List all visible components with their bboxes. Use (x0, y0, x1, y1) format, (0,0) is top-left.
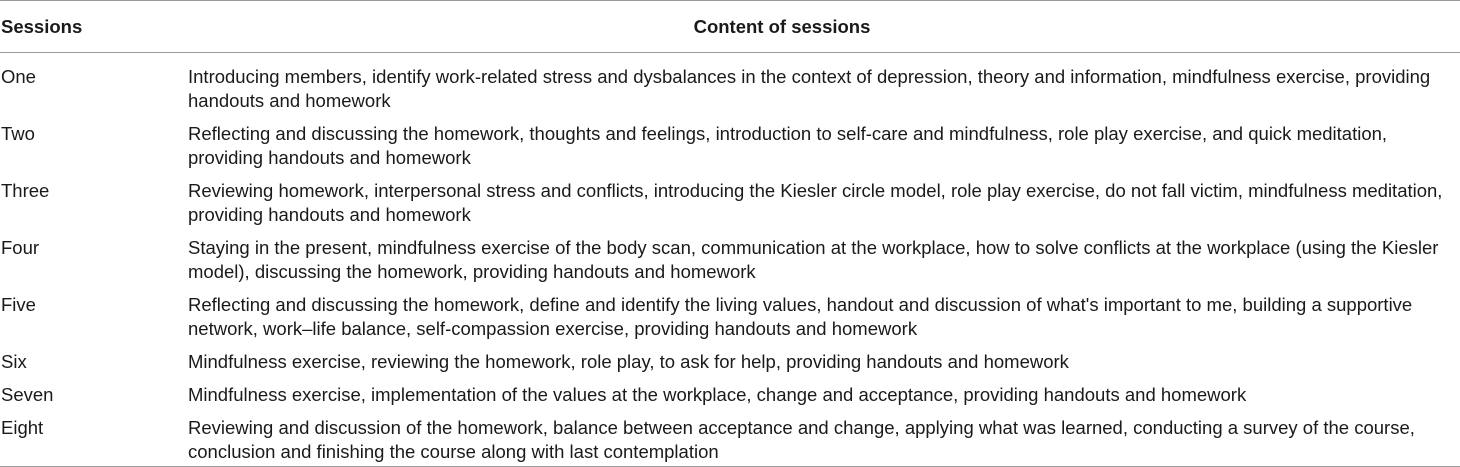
header-content-of-sessions: Content of sessions (188, 1, 1460, 53)
table-row (0, 53, 1460, 114)
session-name: One (1, 66, 36, 87)
table-row (0, 113, 1460, 170)
session-content: Introducing members, identify work-related stress and dysbalances in the context of depression, theory and information, mindfulness exercise, providing handouts and homework (188, 66, 1431, 111)
table-body (0, 53, 1460, 467)
table-row (0, 227, 1460, 284)
session-content: Reviewing homework, interpersonal stress and conflicts, introducing the Kiesler circle model, role play exercise, do not fall victim, mindfulness meditation, providing handouts and homework (188, 180, 1443, 225)
table-row (0, 284, 1460, 341)
session-name: Five (1, 294, 36, 315)
session-name: Eight (0, 407, 188, 467)
session-name: Six (1, 351, 27, 372)
session-name: Two (1, 123, 35, 144)
session-content: Staying in the present, mindfulness exercise of the body scan, communication at the workplace, how to solve conflicts at the workplace (using the Kiesler model), discussing the homework, providing handouts and homework (188, 237, 1439, 282)
session-content: Mindfulness exercise, implementation of the values at the workplace, change and acceptance, providing handouts and homework (188, 384, 1247, 405)
session-content: Reflecting and discussing the homework, thoughts and feelings, introduction to self-care and mindfulness, role play exercise, and quick meditation, providing handouts and homework (188, 123, 1388, 168)
table-row (0, 170, 1460, 227)
session-content: Mindfulness exercise, reviewing the homework, role play, to ask for help, providing handouts and homework (188, 351, 1069, 372)
table-row (0, 407, 1460, 467)
session-content: Reviewing and discussion of the homework, balance between acceptance and change, applying what was learned, conducting a survey of the course, conclusion and finishing the course along with last contemplation (188, 407, 1460, 467)
header-sessions: Sessions (0, 1, 188, 53)
session-content: Reflecting and discussing the homework, define and identify the living values, handout and discussion of what's important to me, building a supportive network, work–life balance, self-compassion exercise, providing handouts and homework (188, 294, 1413, 339)
table-row (0, 374, 1460, 407)
session-name: Seven (1, 384, 54, 405)
table-header (0, 1, 1460, 53)
session-name: Four (1, 237, 40, 258)
header-row (0, 1, 1460, 53)
table-row (0, 341, 1460, 374)
session-name: Three (1, 180, 50, 201)
